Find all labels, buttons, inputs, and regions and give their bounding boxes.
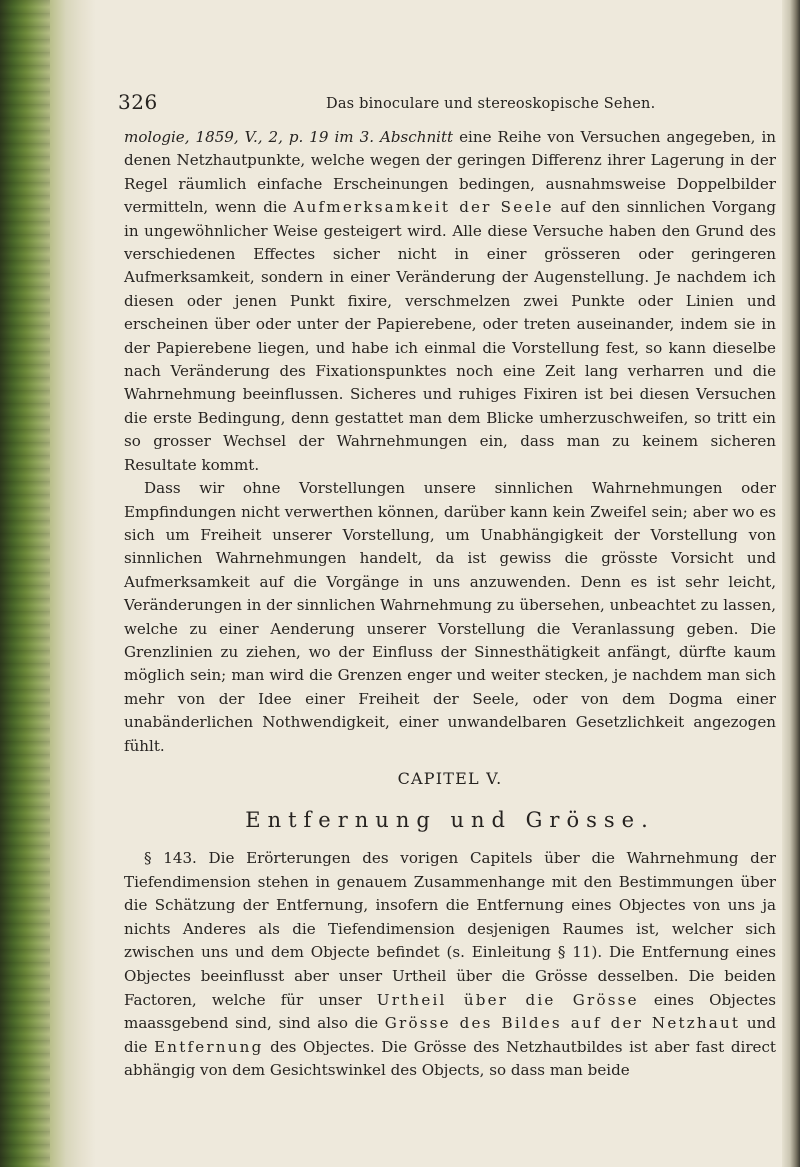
paragraph-1-part-b: auf den sinnlichen Vorgang in ungewöhnlicher Weise gesteigert wird. Alle diese Versuche haben den Grund des verschiedenen Effectes sicher nicht in einer grösseren oder geringeren Aufmerksamkeit, sondern in einer Veränderung der Augenstellung. Je nachdem ich diesen oder jenen Punkt fixire, verschmelzen zwei Punkte oder Linien und erscheinen über oder unter der Papierebene, oder treten auseinander, indem sie in der Papierebene liegen, und habe ich einmal die Vorstellung fest, so kann dieselbe nach Veränderung des Fixationspunktes noch eine Zeit lang verharren und die Wahrnehmung beeinflussen. Sicheres und ruhiges Fixiren ist bei diesen Versuchen die erste Bedingung, denn gestattet man dem Blicke umherzuschweifen, so tritt ein so grosser Wechsel der Wahrnehmungen ein, dass man zu keinem sicheren Resultate kommt. — [124, 198, 777, 474]
section-part-d: des Objectes. Die Grösse des Netzhautbildes ist aber fast direct abhängig von dem Gesichtswinkel des Objects, so dass man beide — [124, 1037, 776, 1080]
paragraph-1-part-a: eine Reihe von Versuchen angegeben, in denen Netzhautpunkte, welche wegen der geringen Differenz ihrer Lagerung in der Regel räumlich einfache Erscheinungen bedingen, ausnahmsweise Doppelbilder vermitteln, wenn die — [124, 128, 776, 217]
section-paragraph — [124, 847, 776, 1083]
body-text — [124, 126, 776, 758]
section-part-b: eines Objectes maassgebend sind, sind also die — [124, 990, 776, 1033]
section-part-a: § 143. Die Erörterungen des vorigen Capitels über die Wahrnehmung der Tiefendimension stehen in genauem Zusammenhange mit den Bestimmungen über die Schätzung der Entfernung, insofern die Entfernung eines Objectes von uns ja nichts Anderes als die Tiefendimension desjenigen Raumes ist, welcher sich zwischen uns und dem Objecte befindet (s. Einleitung § 11). Die Entfernung eines Objectes beeinflusst aber unser Urtheil über die Grösse desselben. Die beiden Factoren, welche für unser — [124, 849, 776, 1009]
emphasis-entfernung: Entfernung — [154, 1037, 264, 1056]
emphasis-urtheil: Urtheil über die Grösse — [376, 990, 639, 1009]
emphasis-aufmerksamkeit: Aufmerksamkeit der Seele — [293, 198, 554, 217]
page-number: 326 — [118, 90, 158, 114]
reference-citation: mologie, 1859, V., 2, p. 19 im 3. Abschnitt — [124, 128, 454, 146]
running-head: Das binoculare und stereoskopische Sehen. — [326, 96, 656, 112]
page-header — [118, 86, 778, 126]
emphasis-netzhaut: Grösse des Bildes auf der Netzhaut — [384, 1014, 741, 1033]
paragraph-2: Dass wir ohne Vorstellungen unsere sinnlichen Wahrnehmungen oder Empfindungen nicht verwerthen können, darüber kann kein Zweifel sein; aber wo es sich um Freiheit unserer Vorstellung, um Unabhängigkeit der Vorstellung von sinnlichen Wahrnehmungen handelt, da ist gewiss die grösste Vorsicht und Aufmerksamkeit auf die Vorgänge in uns anzuwenden. Denn es ist sehr leicht, Veränderungen in der sinnlichen Wahrnehmung zu übersehen, unbeachtet zu lassen, welche zu einer Aenderung unserer Vorstellung die Veranlassung geben. Die Grenzlinien zu ziehen, wo der Einfluss der Sinnesthätigkeit anfängt, dürfte kaum möglich sein; man wird die Grenzen enger und weiter stecken, je nachdem man sich mehr von der Idee einer Freiheit der Seele, oder von dem Dogma einer unabänderlichen Nothwendigkeit, einer unwandelbaren Gesetzlichkeit angezogen fühlt. — [124, 479, 776, 755]
section-part-c: und die — [124, 1014, 777, 1056]
chapter-number: CAPITEL V. — [397, 769, 503, 788]
paragraph-1 — [124, 126, 776, 477]
chapter-title: Entfernung und Grösse. — [245, 808, 655, 832]
section-143 — [124, 847, 776, 1083]
